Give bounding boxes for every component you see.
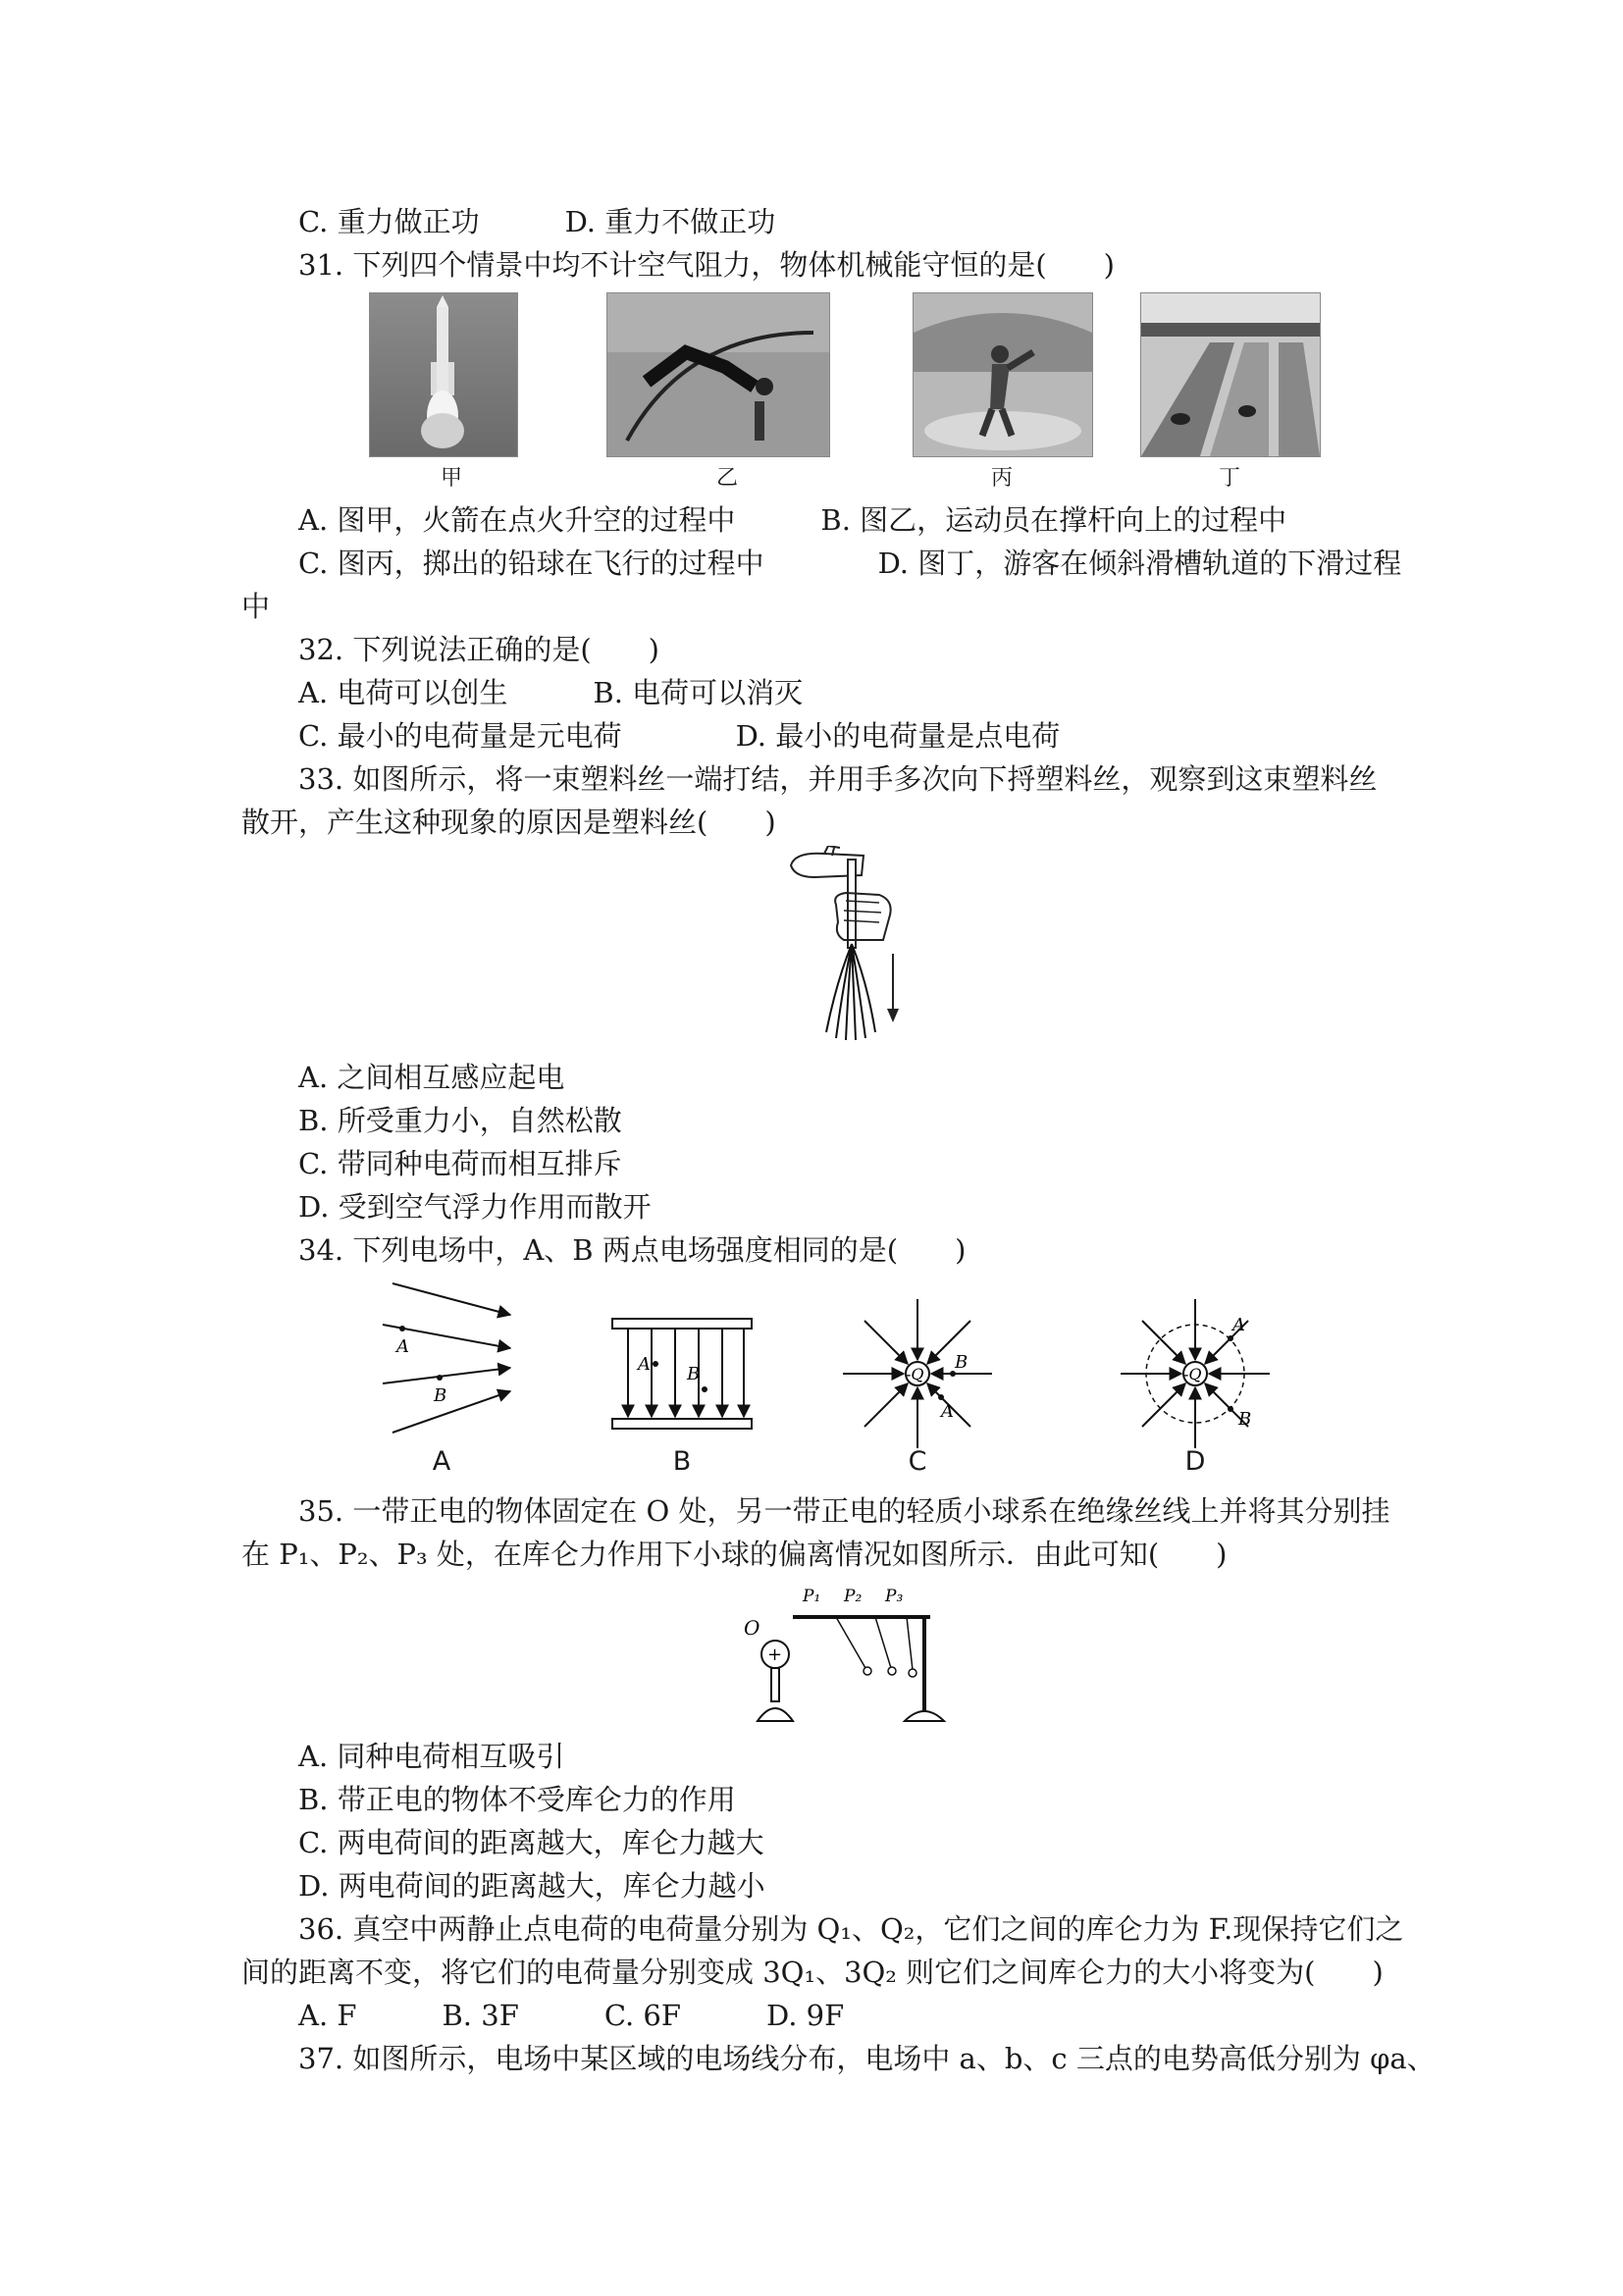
photo-slide: [1140, 292, 1321, 457]
q33-option-d: D. 受到空气浮力作用而散开: [298, 1190, 652, 1224]
q35-stem-line2: 在 P₁、P₂、P₃ 处，在库仑力作用下小球的偏离情况如图所示．由此可知( ): [241, 1538, 1228, 1571]
q30-options-cd: C. 重力做正功 D. 重力不做正功: [298, 205, 776, 238]
point-b-label-c: B: [955, 1352, 969, 1373]
field-figure-b: [608, 1315, 756, 1433]
photo-shot-put: [913, 292, 1093, 457]
p3-label: P₃: [885, 1587, 904, 1606]
q34-stem: 34. 下列电场中，A、B 两点电场强度相同的是( ): [298, 1233, 967, 1267]
q31-options-cd: C. 图丙，掷出的铅球在飞行的过程中 D. 图丁，游客在倾斜滑槽轨道的下滑过程: [298, 547, 1402, 580]
q37-stem: 37. 如图所示，电场中某区域的电场线分布，电场中 a、b、c 三点的电势高低分别为 φa、: [298, 2042, 1436, 2075]
field-option-d-label: D: [1184, 1446, 1206, 1477]
plastic-strands-figure: [785, 846, 913, 1052]
coulomb-figure: [738, 1578, 954, 1725]
q33-option-c: C. 带同种电荷而相互排斥: [298, 1147, 622, 1180]
point-a-label-d: A: [1232, 1315, 1245, 1335]
point-a-label-c: A: [941, 1401, 954, 1422]
q36-stem-line2: 间的距离不变，将它们的电荷量分别变成 3Q₁、3Q₂ 则它们之间库仑力的大小将变为( ): [241, 1956, 1384, 1989]
q31-options-ab: A. 图甲，火箭在点火升空的过程中 B. 图乙，运动员在撑杆向上的过程中: [298, 503, 1287, 537]
point-a-label-b: A: [638, 1354, 651, 1375]
photo-pole-vault: [606, 292, 830, 457]
caption-yi: 乙: [715, 466, 738, 491]
field-figure-d: [1117, 1295, 1274, 1452]
q33-stem-line1: 33. 如图所示，将一束塑料丝一端打结，并用手多次向下捋塑料丝，观察到这束塑料丝: [298, 762, 1378, 796]
caption-ding: 丁: [1218, 466, 1240, 491]
caption-jia: 甲: [440, 466, 462, 491]
q33-option-b: B. 所受重力小，自然松散: [298, 1104, 622, 1137]
q33-option-a: A. 之间相互感应起电: [298, 1061, 565, 1094]
pole-vault-image: [607, 293, 829, 456]
slide-image: [1141, 293, 1320, 456]
rocket-image: [370, 293, 517, 456]
charge-label-c: -Q: [906, 1365, 924, 1383]
p2-label: P₂: [844, 1587, 863, 1606]
point-b-label: B: [434, 1385, 447, 1406]
field-option-a-label: A: [432, 1446, 451, 1477]
field-option-c-label: C: [908, 1446, 927, 1477]
q35-option-a: A. 同种电荷相互吸引: [298, 1740, 565, 1773]
photo-rocket: [369, 292, 518, 457]
shot-put-image: [914, 293, 1092, 456]
q31-options-cd-cont: 中: [241, 590, 271, 623]
caption-bing: 丙: [990, 466, 1013, 491]
q35-option-d: D. 两电荷间的距离越大，库仑力越小: [298, 1869, 765, 1903]
q31-stem: 31. 下列四个情景中均不计空气阻力，物体机械能守恒的是( ): [298, 248, 1115, 282]
q35-option-b: B. 带正电的物体不受库仑力的作用: [298, 1783, 736, 1816]
q32-options-cd: C. 最小的电荷量是元电荷 D. 最小的电荷量是点电荷: [298, 719, 1061, 753]
q35-option-c: C. 两电荷间的距离越大，库仑力越大: [298, 1826, 764, 1859]
q32-options-ab: A. 电荷可以创生 B. 电荷可以消灭: [298, 676, 804, 709]
q33-stem-line2: 散开，产生这种现象的原因是塑料丝( ): [241, 806, 776, 839]
point-a-label: A: [396, 1336, 409, 1357]
point-b-label-b: B: [687, 1364, 701, 1384]
point-o-label: O: [744, 1616, 760, 1640]
charge-label-d: -Q: [1183, 1365, 1202, 1383]
p1-label: P₁: [803, 1587, 821, 1606]
field-figure-c: [839, 1295, 996, 1452]
field-option-b-label: B: [672, 1446, 692, 1477]
svg-text:+: +: [767, 1644, 783, 1665]
q35-stem-line1: 35. 一带正电的物体固定在 O 处，另一带正电的轻质小球系在绝缘丝线上并将其分别挂: [298, 1494, 1390, 1528]
point-b-label-d: B: [1238, 1409, 1252, 1430]
q32-stem: 32. 下列说法正确的是( ): [298, 633, 659, 666]
field-figure-a: [373, 1276, 520, 1442]
q36-stem-line1: 36. 真空中两静止点电荷的电荷量分别为 Q₁、Q₂，它们之间的库仑力为 F.现保持它们之: [298, 1912, 1404, 1946]
q36-options: A. F B. 3F C. 6F D. 9F: [298, 1999, 845, 2032]
